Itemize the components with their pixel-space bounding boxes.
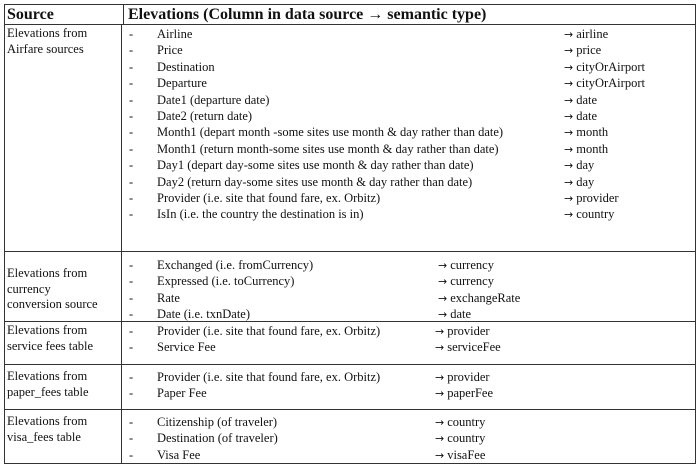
column-name: Departure [157, 76, 207, 91]
mapping-row [122, 124, 695, 140]
column-name: Citizenship (of traveler) [157, 415, 278, 429]
column-name: Price [157, 43, 183, 58]
semantic-type-value: paperFee [447, 386, 494, 401]
mapping-row [122, 323, 695, 339]
semantic-type [435, 414, 485, 431]
section-source-cell [5, 25, 122, 251]
bullet-dash: - [129, 324, 134, 338]
mapping-row [122, 190, 695, 206]
arrow-right-icon: → [564, 60, 574, 74]
semantic-type-value: provider [576, 190, 619, 205]
section-currency [5, 252, 695, 322]
semantic-type-value: date [576, 92, 598, 107]
semantic-type [435, 385, 493, 402]
semantic-type [564, 190, 619, 207]
semantic-type [435, 369, 490, 386]
semantic-type-value: visaFee [447, 447, 486, 462]
semantic-type [564, 174, 594, 191]
bullet-dash: - [129, 190, 134, 205]
semantic-type [564, 42, 601, 59]
mapping-row [122, 206, 695, 222]
section-airfare [5, 25, 695, 252]
semantic-type-value: month [576, 141, 609, 156]
arrow-right-icon: → [438, 275, 448, 289]
semantic-type [564, 92, 597, 109]
semantic-type [435, 339, 501, 356]
bullet-dash: - [129, 174, 134, 189]
table-header-row [5, 5, 695, 25]
semantic-type-value: cityOrAirport [576, 76, 645, 91]
mapping-row [122, 306, 695, 322]
source-label-line: visa_fees table [7, 429, 81, 444]
mapping-row [122, 290, 695, 306]
section-items [122, 410, 695, 463]
section-items [122, 25, 695, 251]
bullet-dash: - [129, 290, 134, 305]
mapping-row [122, 369, 695, 385]
bullet-dash: - [129, 386, 134, 401]
arrow-right-icon: → [435, 448, 445, 462]
column-name: Paper Fee [157, 386, 207, 401]
elevations-column-header: Elevations (Column in data source → semantic type) [128, 6, 487, 23]
mapping-row [122, 92, 695, 108]
arrow-right-icon: → [564, 28, 574, 41]
mapping-row [122, 141, 695, 157]
source-label-line: conversion source [7, 297, 98, 311]
arrow-right-icon: → [435, 371, 445, 384]
semantic-type-value: date [450, 307, 472, 322]
mapping-row [122, 174, 695, 190]
bullet-dash: - [129, 76, 134, 91]
source-label-line: service fees table [7, 338, 94, 353]
semantic-type-value: country [576, 207, 615, 222]
semantic-type-value: country [447, 431, 486, 446]
column-name: Provider (i.e. site that found fare, ex. Orbitz) [157, 324, 381, 338]
semantic-type-value: country [447, 415, 486, 429]
bullet-dash: - [129, 447, 134, 462]
semantic-type [564, 108, 597, 125]
bullet-dash: - [129, 158, 134, 173]
semantic-type-value: currency [450, 274, 494, 289]
column-name: Expressed (i.e. toCurrency) [157, 274, 295, 289]
source-label-line: paper_fees table [7, 384, 89, 399]
semantic-type-value: cityOrAirport [576, 59, 645, 74]
elevations-table [4, 4, 696, 464]
semantic-type [435, 323, 490, 340]
semantic-type-value: airline [576, 27, 609, 41]
column-name: Rate [157, 290, 180, 305]
column-name: Exchanged (i.e. fromCurrency) [157, 258, 314, 272]
bullet-dash: - [129, 207, 134, 222]
mapping-row [122, 26, 695, 42]
source-label-line: Elevations from [7, 369, 88, 383]
semantic-type [564, 59, 645, 76]
arrow-right-icon: → [564, 93, 574, 107]
arrow-right-icon: → [564, 191, 574, 205]
source-label-line: Elevations from [7, 323, 88, 337]
semantic-type [564, 26, 608, 43]
semantic-type [564, 124, 608, 141]
arrow-right-icon: → [435, 432, 445, 446]
bullet-dash: - [129, 59, 134, 74]
source-label-line: currency [7, 281, 51, 296]
bullet-dash: - [129, 141, 134, 156]
arrow-right-icon: → [438, 308, 448, 322]
column-name: Destination (of traveler) [157, 431, 278, 446]
column-name: Provider (i.e. site that found fare, ex. Orbitz) [157, 190, 381, 205]
column-name: Month1 (depart month -some sites use month & day rather than date) [157, 125, 504, 140]
arrow-right-icon: → [435, 341, 445, 355]
column-name: Destination [157, 59, 215, 74]
mapping-row [122, 257, 695, 273]
mapping-row [122, 339, 695, 355]
source-label-line: Elevations from [7, 266, 88, 280]
mapping-row [122, 430, 695, 446]
section-source-cell [5, 252, 122, 321]
arrow-right-icon: → [564, 175, 574, 189]
semantic-type [564, 157, 594, 174]
arrow-right-icon: → [564, 208, 574, 222]
column-name: Airline [157, 27, 193, 41]
semantic-type-value: provider [447, 324, 490, 338]
arrow-right-icon: → [564, 126, 574, 140]
section-source-cell [5, 410, 122, 463]
arrow-right-icon: → [564, 77, 574, 91]
mapping-row [122, 447, 695, 463]
mapping-row [122, 75, 695, 91]
source-label-line: Elevations from [7, 414, 88, 428]
semantic-type-value: price [576, 43, 602, 58]
semantic-type [564, 75, 645, 92]
semantic-type [438, 306, 471, 323]
semantic-type-value: provider [447, 370, 490, 384]
arrow-right-icon: → [564, 44, 574, 58]
bullet-dash: - [129, 340, 134, 355]
column-name: Date (i.e. txnDate) [157, 307, 251, 322]
arrow-right-icon: → [435, 325, 445, 338]
semantic-type [438, 257, 494, 274]
section-items [122, 365, 695, 409]
source-label-line: Airfare sources [7, 41, 84, 56]
bullet-dash: - [129, 43, 134, 58]
bullet-dash: - [129, 431, 134, 446]
column-name: Day1 (depart day-some sites use month & day rather than date) [157, 158, 474, 173]
section-items [122, 322, 695, 364]
mapping-row [122, 157, 695, 173]
mapping-row [122, 414, 695, 430]
semantic-type [435, 430, 485, 447]
column-name: Visa Fee [157, 447, 201, 462]
semantic-type-value: date [576, 108, 598, 123]
semantic-type-value: month [576, 125, 609, 140]
semantic-type [564, 141, 608, 158]
semantic-type-value: day [576, 174, 595, 189]
arrow-right-icon: → [435, 416, 445, 429]
source-label-line: Elevations from [7, 26, 88, 40]
section-source-cell [5, 365, 122, 409]
section-visa-fees [5, 410, 695, 463]
arrow-right-icon: → [564, 159, 574, 173]
bullet-dash: - [129, 108, 134, 123]
column-name: Date1 (departure date) [157, 92, 270, 107]
arrow-right-icon: → [438, 259, 448, 272]
semantic-type-value: exchangeRate [450, 290, 521, 305]
column-name: Provider (i.e. site that found fare, ex. Orbitz) [157, 370, 381, 384]
mapping-row [122, 59, 695, 75]
mapping-row [122, 273, 695, 289]
column-name: Month1 (return month-some sites use month & day rather than date) [157, 141, 499, 156]
bullet-dash: - [129, 258, 134, 272]
arrow-right-icon: → [564, 142, 574, 156]
mapping-row [122, 385, 695, 401]
bullet-dash: - [129, 27, 134, 41]
section-service-fees [5, 322, 695, 365]
semantic-type [435, 447, 485, 464]
bullet-dash: - [129, 415, 134, 429]
column-name: Service Fee [157, 340, 216, 355]
section-items [122, 252, 695, 321]
section-source-cell [5, 322, 122, 364]
semantic-type-value: serviceFee [447, 340, 501, 355]
arrow-right-icon: → [438, 291, 448, 305]
bullet-dash: - [129, 370, 134, 384]
arrow-right-icon: → [435, 387, 445, 401]
mapping-row [122, 42, 695, 58]
semantic-type-value: day [576, 158, 595, 173]
section-paper-fees [5, 365, 695, 410]
bullet-dash: - [129, 92, 134, 107]
arrow-right-icon: → [564, 109, 574, 123]
semantic-type [438, 290, 520, 307]
source-column-header: Source [5, 5, 124, 24]
mapping-row [122, 108, 695, 124]
column-name: Day2 (return day-some sites use month & day rather than date) [157, 174, 473, 189]
bullet-dash: - [129, 307, 134, 322]
column-name: Date2 (return date) [157, 108, 253, 123]
bullet-dash: - [129, 274, 134, 289]
column-name: IsIn (i.e. the country the destination is in) [157, 207, 364, 222]
semantic-type [438, 273, 494, 290]
bullet-dash: - [129, 125, 134, 140]
semantic-type-value: currency [450, 258, 494, 272]
semantic-type [564, 206, 614, 223]
